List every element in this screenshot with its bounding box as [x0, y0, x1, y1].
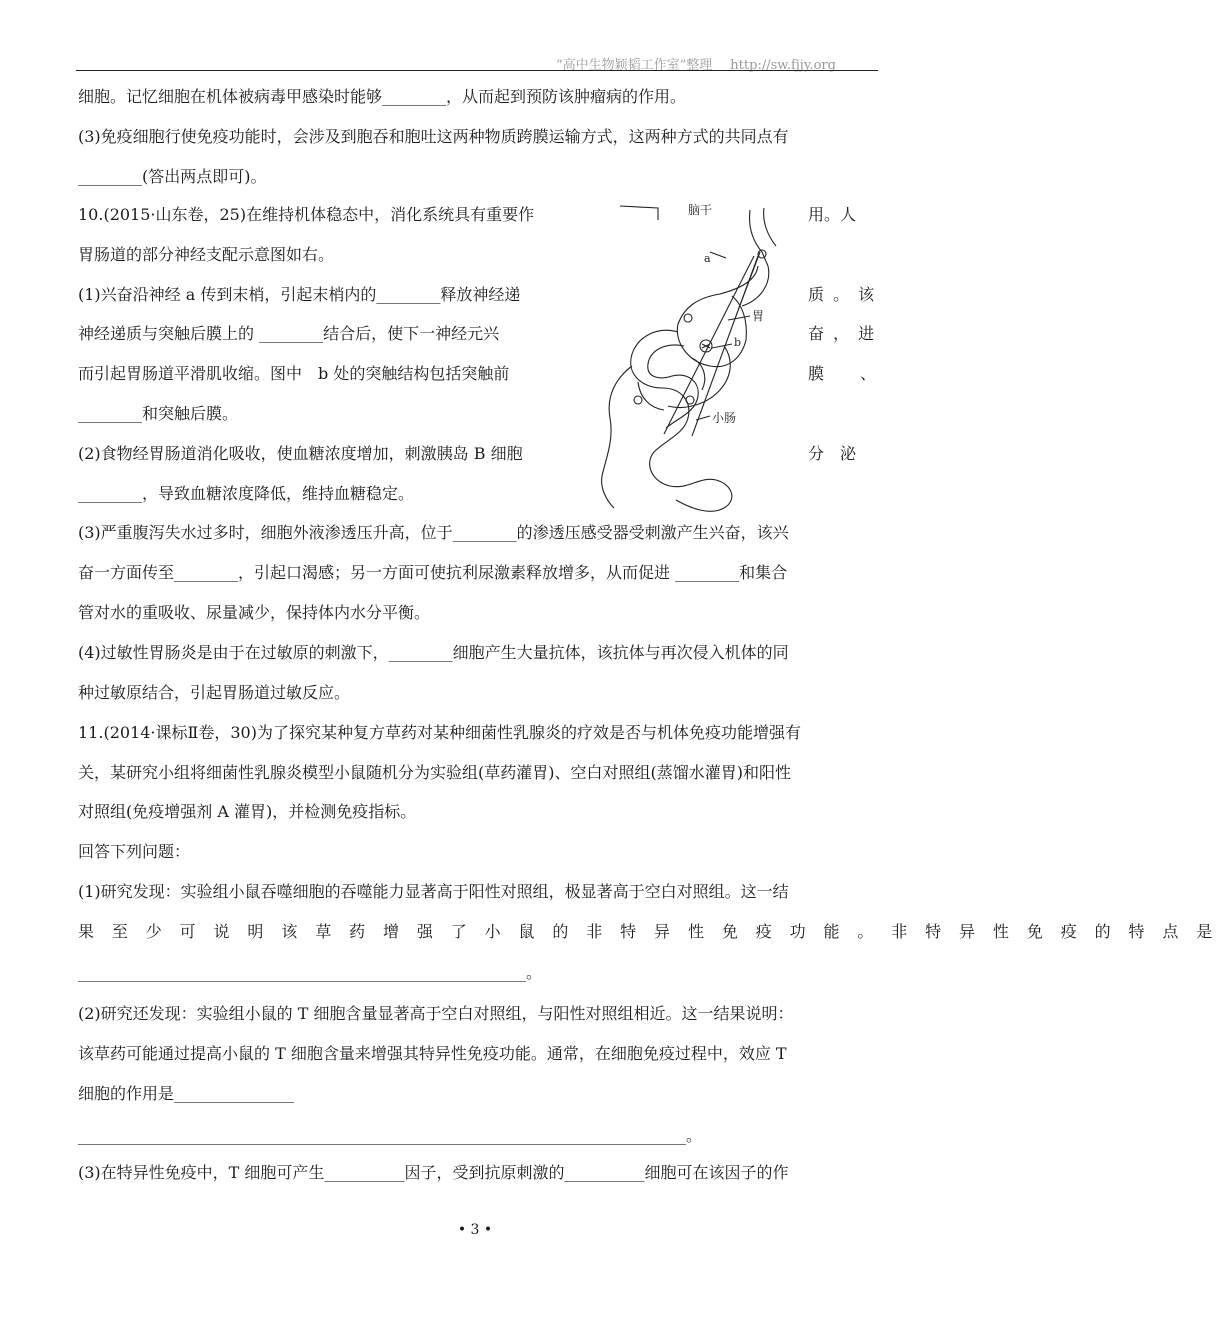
text-segment: (3)在特异性免疫中，T 细胞可产生 [78, 1163, 325, 1182]
text-segment: 细胞产生大量抗体，该抗体与再次侵入机体的同 [452, 643, 789, 662]
text-line [78, 841, 190, 863]
text-line [78, 126, 789, 148]
text-line [78, 762, 791, 784]
right-text-4: 膜 、 [808, 364, 887, 383]
text-line [78, 682, 350, 704]
answer-blank[interactable]: ________ [174, 563, 239, 582]
text-segment: (4)过敏性胃肠炎是由于在过敏原的刺激下， [78, 643, 389, 662]
page-header [556, 54, 878, 73]
label-brainstem: 脑干 [688, 203, 713, 217]
answer-blank[interactable]: ________ [78, 484, 142, 503]
text-segment: 和突触后膜。 [142, 404, 239, 423]
text-segment: 神经递质与突触后膜上的 [78, 324, 260, 343]
text-segment: 管对水的重吸收、尿量减少，保持体内水分平衡。 [78, 603, 431, 622]
text-segment: 11.(2014·课标Ⅱ卷，30)为了探究某种复方草药对某种细菌性乳腺炎的疗效是否与机体免疫功能增强有 [78, 723, 801, 742]
text-line [78, 881, 789, 903]
text-segment: ，引起口渴感；另一方面可使抗利尿激素释放增多，从而促进 [238, 563, 676, 582]
text-line [78, 1043, 787, 1065]
text-line [78, 801, 416, 823]
header-url[interactable]: http://sw.fjjy.org [730, 58, 836, 73]
text-line [78, 483, 414, 505]
text-line [78, 1003, 794, 1025]
text-segment: (1)兴奋沿神经 a 传到末梢，引起末梢内的 [78, 285, 377, 304]
text-line [78, 86, 686, 108]
header-title: “高中生物颖韬工作室”整理 [556, 58, 713, 73]
text-line [78, 443, 523, 465]
gi-nerve-diagram [592, 196, 782, 516]
answer-blank[interactable]: ________ [675, 563, 740, 582]
text-line [78, 522, 789, 544]
answer-blank[interactable]: ________ [376, 285, 441, 304]
label-stomach: 胃 [752, 309, 765, 323]
text-segment: 细胞可在该因子的作 [644, 1163, 789, 1182]
text-segment: 果 至 少 可 说 明 该 草 药 增 强 了 小 鼠 的 非 特 异 性 免 疫 功 能 。 非 特 异 性 免 疫 的 特 点 是 [78, 922, 1219, 941]
right-text-2: 质 。 该 [808, 285, 877, 304]
text-line [78, 1083, 294, 1105]
answer-blank[interactable]: ________________________________________________________ [78, 963, 526, 982]
text-segment: (3)严重腹泻失水过多时，细胞外液渗透压升高，位于 [78, 523, 453, 542]
text-segment: 奋一方面传至 [78, 563, 175, 582]
text-segment: 结合后，使下一神经元兴 [323, 324, 500, 343]
text-line [78, 642, 789, 664]
label-nerve-a: a [704, 252, 711, 265]
text-segment: ，导致血糖浓度降低，维持血糖稳定。 [142, 484, 415, 503]
text-line [78, 363, 509, 385]
text-line [78, 921, 1219, 943]
text-line [78, 244, 334, 266]
answer-blank[interactable]: ________ [452, 523, 517, 542]
label-small-intestine: 小肠 [712, 411, 737, 425]
text-segment: 对照组(免疫增强剂 A 灌胃)，并检测免疫指标。 [78, 802, 417, 821]
text-line [78, 722, 801, 744]
text-line [78, 323, 499, 345]
answer-blank[interactable]: ________ [78, 167, 142, 186]
label-b: b [734, 336, 742, 349]
text-segment: 细胞的作用是 [78, 1084, 175, 1103]
text-line [78, 602, 430, 624]
page-number: • 3 • [457, 1222, 493, 1238]
text-segment: 胃肠道的部分神经支配示意图如右。 [78, 245, 335, 264]
answer-blank[interactable]: __________ [324, 1163, 405, 1182]
answer-blank[interactable]: ________ [382, 87, 447, 106]
text-line [78, 403, 238, 425]
text-segment: 回答下列问题： [78, 842, 191, 861]
text-segment: 关，某研究小组将细菌性乳腺炎模型小鼠随机分为实验组(草药灌胃)、空白对照组(蒸馏水灌胃)和阳性 [78, 763, 791, 782]
text-segment: 。 [526, 963, 543, 982]
text-segment: 细胞。记忆细胞在机体被病毒甲感染时能够 [78, 87, 383, 106]
header-rule [76, 70, 878, 71]
answer-blank[interactable]: ________ [388, 643, 453, 662]
large-intestine-outline [602, 366, 632, 508]
right-text-5: 分 泌 [808, 444, 857, 463]
answer-blank[interactable]: ________ [78, 404, 142, 423]
right-text-3: 奋 ， 进 [808, 324, 877, 343]
text-line [78, 962, 542, 984]
text-segment: (答出两点即可)。 [142, 167, 267, 186]
text-segment: 而引起胃肠道平滑肌收缩。图中 b 处的突触结构包括突触前 [78, 364, 510, 383]
text-line [78, 284, 520, 306]
text-segment: ，从而起到预防该肿瘤病的作用。 [446, 87, 687, 106]
text-line [78, 204, 534, 226]
text-segment: 释放神经递 [440, 285, 521, 304]
right-text-1: 用。人 [808, 205, 857, 224]
text-segment: (3)免疫细胞行使免疫功能时，会涉及到胞吞和胞吐这两种物质跨膜运输方式，这两种方式的共同点有 [78, 127, 789, 146]
text-segment: 和集合 [739, 563, 788, 582]
text-segment: (2)研究还发现：实验组小鼠的 T 细胞含量显著高于空白对照组，与阳性对照组相近。这一结果说明： [78, 1004, 794, 1023]
text-segment: 10.(2015·山东卷，25)在维持机体稳态中，消化系统具有重要作 [78, 205, 535, 224]
text-segment: 。 [686, 1126, 703, 1145]
answer-blank[interactable]: __________ [564, 1163, 645, 1182]
text-segment: 的渗透压感受器受刺激产生兴奋，该兴 [516, 523, 789, 542]
answer-blank[interactable]: ____________________________________________________________________________ [78, 1126, 686, 1145]
text-segment: 该草药可能通过提高小鼠的 T 细胞含量来增强其特异性免疫功能。通常，在细胞免疫过程中，效应 T [78, 1044, 787, 1063]
text-segment: (2)食物经胃肠道消化吸收，使血糖浓度增加，刺激胰岛 B 细胞 [78, 444, 523, 463]
text-segment: 因子，受到抗原刺激的 [404, 1163, 565, 1182]
text-line [78, 562, 787, 584]
answer-blank[interactable]: _______________ [174, 1084, 295, 1103]
text-line [78, 1162, 788, 1184]
text-line [78, 166, 267, 188]
text-segment: 种过敏原结合，引起胃肠道过敏反应。 [78, 683, 351, 702]
answer-blank[interactable]: ________ [259, 324, 324, 343]
text-line [78, 1125, 702, 1147]
text-segment: (1)研究发现：实验组小鼠吞噬细胞的吞噬能力显著高于阳性对照组，极显著高于空白对照组。这一结 [78, 882, 789, 901]
